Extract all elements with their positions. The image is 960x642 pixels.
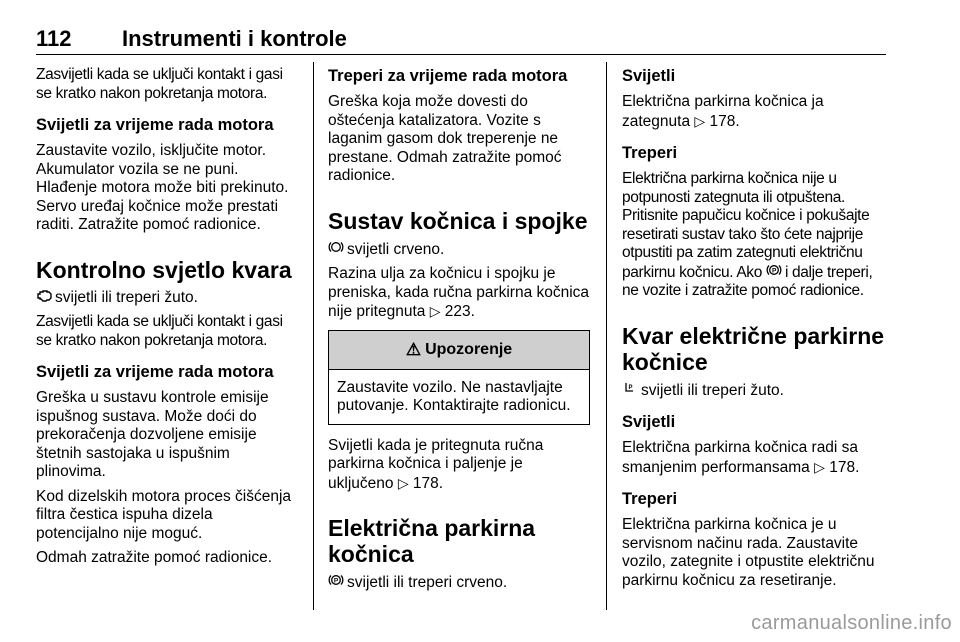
section-heading: Svijetli [622,67,676,85]
paragraph [36,289,298,308]
paragraph [328,265,590,322]
column-2 [328,66,590,599]
paragraph: Električna parkirna kočnica je u servisnom načinu rada. Zaustavite vozilo, zategnite i otpustite električnu parkirnu kočnicu za resetiranje. [622,516,875,589]
paragraph [328,437,590,494]
section-heading: Svijetli [622,413,676,431]
page-reference: 178. [412,474,444,492]
paragraph [622,93,888,131]
paragraph: Greška u sustavu kontrole emisije ispušnog sustava. Može doći do prekoračenja dozvoljene emisije štetnih sastojaka u ispušnim plinovima. [36,389,269,480]
page-ref-arrow-icon: ▷ [429,303,441,319]
paragraph-text: svijetli ili treperi crveno. [347,574,508,591]
svg-text:P: P [333,577,339,585]
page-reference: 178. [709,112,740,130]
paragraph: Kod dizelskih motora proces čišćenja filtra čestica ispuha dizela potencijalno nije moguć. [36,487,292,542]
warning-box [328,330,590,425]
page-ref-arrow-icon: ▷ [397,474,409,491]
svg-text:P: P [771,267,776,275]
section-heading: Svijetli za vrijeme rada motora [36,363,274,381]
paragraph: Zasvijetli kada se uključi kontakt i gasi se kratko nakon pokretanja motora. [36,313,283,349]
paragraph [328,573,590,593]
warning-triangle-icon: ⚠ [405,339,422,359]
section-title: Sustav kočnica i spojke [328,207,588,234]
column-divider [606,62,607,610]
warning-text: Zaustavite vozilo. Ne nastavljajte putovanje. Kontaktirajte radionicu. [337,378,571,414]
page-number: 112 [36,26,72,51]
paragraph [328,240,590,260]
page-ref-arrow-icon: ▷ [694,112,706,129]
paragraph-text: Električna parkirna kočnica nije u potpunosti zategnuta ili otpuštena. Pritisnite papučicu kočnice i pokušajte resetirati sustav tako što ćete najprije otpustiti pa zatim zategnuti električnu parkirnu kočnicu. Ako [622,170,870,281]
paragraph [622,381,888,401]
warning-header [329,331,589,370]
paragraph: Zasvijetli kada se uključi kontakt i gasi se kratko nakon pokretanja motora. [36,66,283,102]
warning-title: Upozorenje [425,340,513,358]
parking-brake-icon [328,573,344,593]
paragraph: Odmah zatražite pomoć radionice. [36,549,273,566]
watermark: carmanualsonline.info [751,612,952,634]
parking-brake-fault-icon [622,381,638,401]
paragraph [622,170,888,301]
paragraph-text: Električna parkirna kočnica radi sa smanjenim performansama [622,439,859,476]
section-heading: Treperi [622,490,678,508]
paragraph-text: svijetli ili treperi žuto. [55,288,198,306]
paragraph-text: Električna parkirna kočnica ja zategnuta [622,93,824,130]
paragraph-text: i dalje treperi, ne vozite i zatražite pomoć radionice. [622,263,873,299]
paragraph-text: Svijetli kada je pritegnuta ručna parkirna kočnica i paljenje je uključeno [328,436,544,492]
page-header [36,26,886,55]
paragraph-text: Razina ulja za kočnicu i spojku je preniska, kada ručna parkirna kočnica nije pritegnuta [328,265,590,320]
column-1 [36,66,298,574]
parking-brake-icon [766,263,782,283]
page-reference: 223. [444,303,475,320]
column-3 [622,66,888,596]
section-title: Kontrolno svjetlo kvara [36,256,292,283]
section-heading: Svijetli za vrijeme rada motora [36,116,274,134]
section-heading: Treperi [622,144,678,162]
section-title: Kvar električne parkirne kočnice [622,322,885,375]
paragraph-text: svijetli crveno. [347,240,445,258]
brake-system-icon [328,240,344,260]
paragraph: Zaustavite vozilo, isključite motor. Akumulator vozila se ne puni. Hlađenje motora može biti prekinuto. Servo uređaj kočnice može prestati raditi. Zatražite pomoć radionice. [36,142,289,233]
section-heading: Treperi za vrijeme rada motora [328,67,568,85]
svg-text:P: P [628,384,633,391]
column-divider [313,62,314,610]
section-title: Električna parkirna kočnica [328,515,536,567]
page-ref-arrow-icon: ▷ [814,458,825,475]
paragraph: Greška koja može dovesti do oštećenja katalizatora. Vozite s laganim gasom dok treperenje ne prestane. Odmah zatražite pomoć radionice. [328,93,562,184]
paragraph-text: svijetli ili treperi žuto. [641,381,784,399]
paragraph [622,439,888,477]
page-reference: 178. [829,458,860,476]
check-engine-icon [36,289,52,308]
running-title: Instrumenti i kontrole [122,26,347,51]
